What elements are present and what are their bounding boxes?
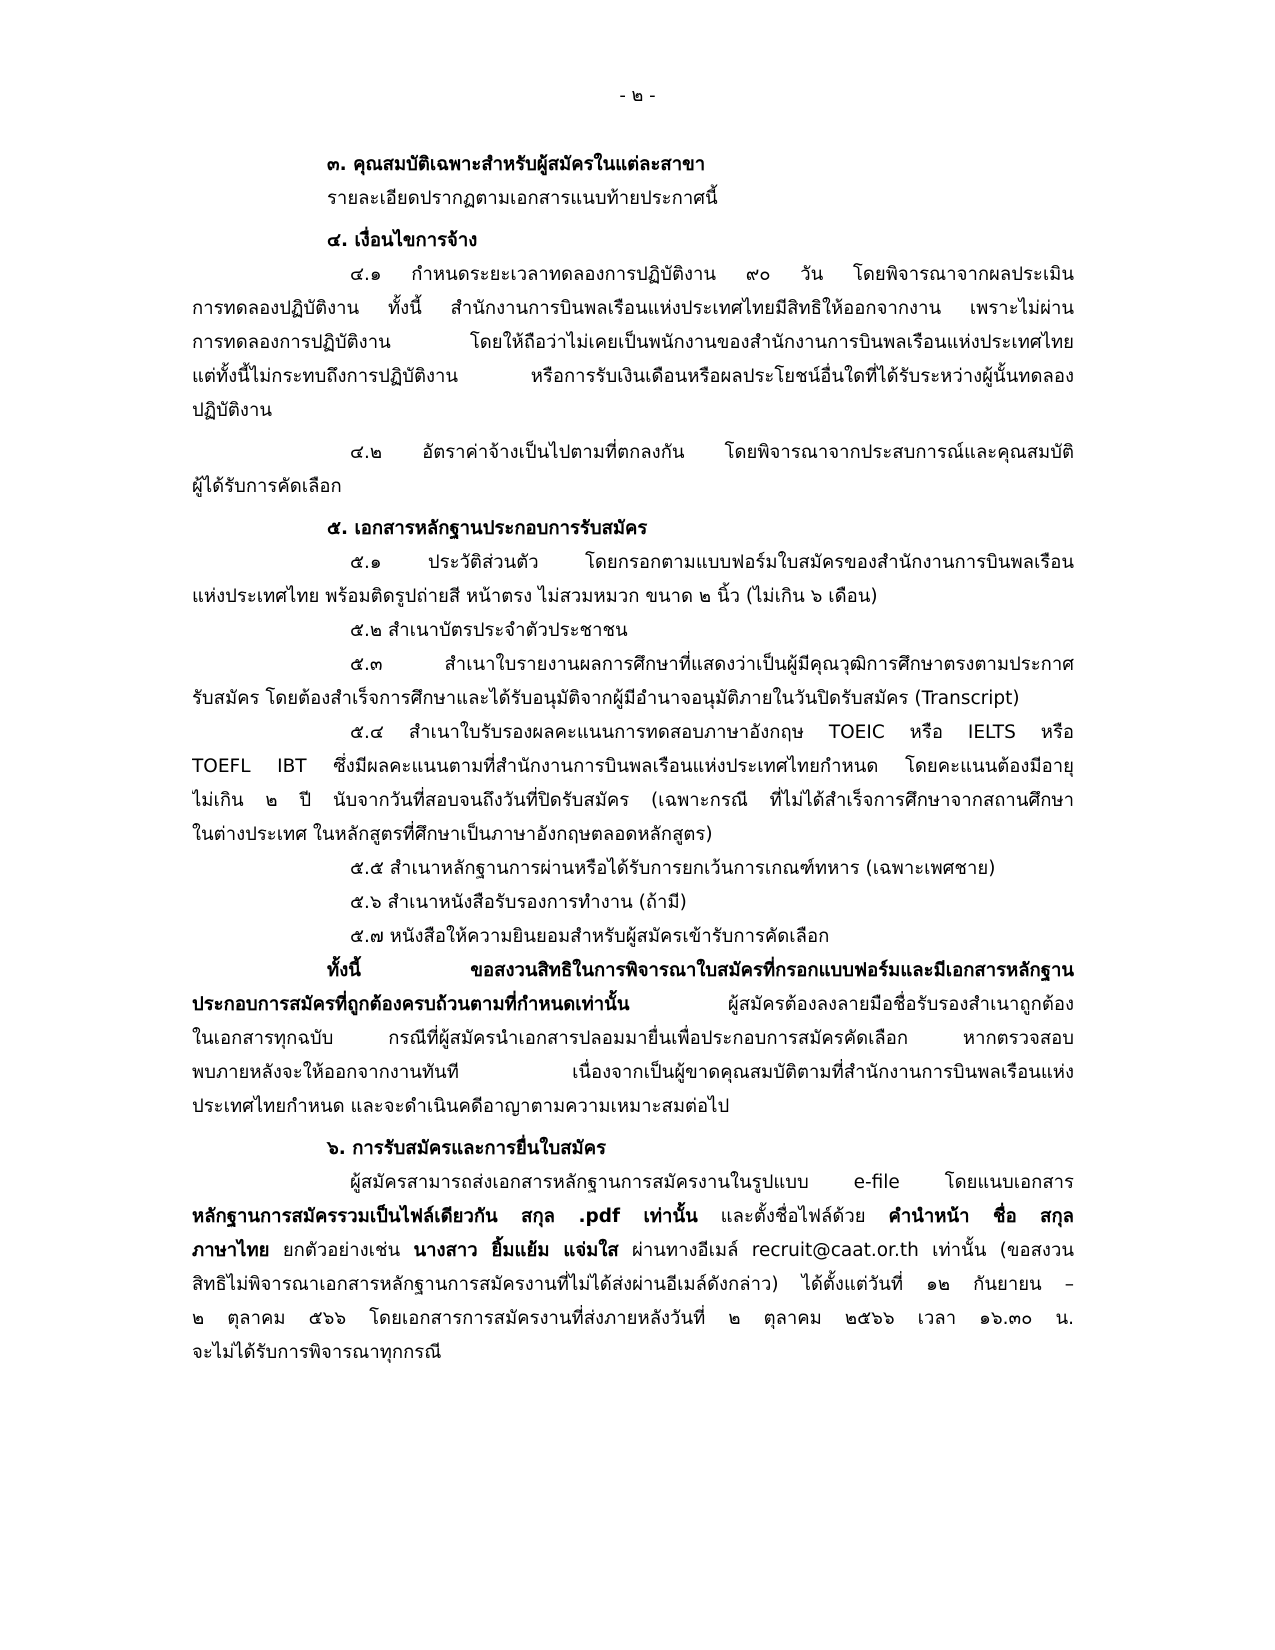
paragraph-line: การทดลองการปฏิบัติงาน โดยให้ถือว่าไม่เคยเป็นพนักงานของสำนักงานการบินพลเรือนแห่งประเทศไทย bbox=[192, 332, 1074, 353]
paragraph-line: ๔.๑ กำหนดระยะเวลาทดลองการปฏิบัติงาน ๙๐ วัน โดยพิจารณาจากผลประเมิน bbox=[350, 264, 1074, 285]
note-line: ประเทศไทยกำหนด และจะดำเนินคดีอาญาตามความเหมาะสมต่อไป bbox=[192, 1096, 730, 1117]
paragraph-line: จะไม่ได้รับการพิจารณาทุกกรณี bbox=[192, 1342, 442, 1363]
list-item: ๕.๑ ประวัติส่วนตัว โดยกรอกตามแบบฟอร์มใบสมัครของสำนักงานการบินพลเรือน bbox=[350, 552, 1074, 573]
bold-text: หลักฐานการสมัครรวมเป็นไฟล์เดียวกัน สกุล .pdf เท่านั้น bbox=[192, 1206, 698, 1227]
list-item: ๕.๔ สำเนาใบรับรองผลคะแนนการทดสอบภาษาอังกฤษ TOEIC หรือ IELTS หรือ bbox=[350, 722, 1074, 743]
note-bold: ประกอบการสมัครที่ถูกต้องครบถ้วนตามที่กำหนดเท่านั้น bbox=[192, 994, 630, 1015]
section-5-heading: ๕. เอกสารหลักฐานประกอบการรับสมัคร bbox=[327, 518, 648, 539]
bold-text: คำนำหน้า ชื่อ สกุล bbox=[888, 1206, 1074, 1227]
note-line bbox=[192, 954, 1074, 988]
list-item: ๕.๗ หนังสือให้ความยินยอมสำหรับผู้สมัครเข้ารับการคัดเลือก bbox=[350, 926, 830, 947]
list-item: ๕.๒ สำเนาบัตรประจำตัวประชาชน bbox=[350, 620, 628, 641]
paragraph-line: ผู้สมัครสามารถส่งเอกสารหลักฐานการสมัครงานในรูปแบบ e-file โดยแนบเอกสาร bbox=[350, 1172, 1074, 1193]
section-3-heading: ๓. คุณสมบัติเฉพาะสำหรับผู้สมัครในแต่ละสาขา bbox=[327, 154, 706, 175]
section-6-heading: ๖. การรับสมัครและการยื่นใบสมัคร bbox=[327, 1138, 606, 1159]
plain-text: ยกตัวอย่างเช่น bbox=[269, 1240, 414, 1261]
document-body bbox=[192, 148, 1074, 1370]
paragraph-line: ๒ ตุลาคม ๕๖๖ โดยเอกสารการสมัครงานที่ส่งภายหลังวันที่ ๒ ตุลาคม ๒๕๖๖ เวลา ๑๖.๓๐ น. bbox=[192, 1308, 1074, 1329]
page-number: - ๒ - bbox=[619, 85, 656, 106]
list-item-continued: แห่งประเทศไทย พร้อมติดรูปถ่ายสี หน้าตรง ไม่สวมหมวก ขนาด ๒ นิ้ว (ไม่เกิน ๖ เดือน) bbox=[192, 586, 878, 607]
plain-text: ผ่านทางอีเมล์ recruit@caat.or.th เท่านั้น (ขอสงวน bbox=[618, 1240, 1074, 1261]
bold-text: นางสาว ยิ้มแย้ม แจ่มใส bbox=[413, 1240, 619, 1261]
paragraph-line bbox=[192, 1200, 1074, 1234]
paragraph-line bbox=[192, 1234, 1074, 1268]
paragraph-line: การทดลองปฏิบัติงาน ทั้งนี้ สำนักงานการบินพลเรือนแห่งประเทศไทยมีสิทธิให้ออกจากงาน เพราะไม่ผ่าน bbox=[192, 298, 1074, 319]
paragraph-line: แต่ทั้งนี้ไม่กระทบถึงการปฏิบัติงาน หรือการรับเงินเดือนหรือผลประโยชน์อื่นใดที่ได้รับระหว่างผู้นั้นทดลอง bbox=[192, 366, 1074, 387]
paragraph-line: สิทธิไม่พิจารณาเอกสารหลักฐานการสมัครงานที่ไม่ได้ส่งผ่านอีเมล์ดังกล่าว) ได้ตั้งแต่วันที่ ๑๒ กันยายน – bbox=[192, 1274, 1074, 1295]
list-item-continued: ไม่เกิน ๒ ปี นับจากวันที่สอบจนถึงวันที่ปิดรับสมัคร (เฉพาะกรณี ที่ไม่ได้สำเร็จการศึกษาจากสถานศึกษา bbox=[192, 790, 1074, 811]
note-bold: ทั้งนี้ ขอสงวนสิทธิในการพิจารณาใบสมัครที่กรอกแบบฟอร์มและมีเอกสารหลักฐาน bbox=[327, 960, 1074, 981]
note-line bbox=[192, 988, 1074, 1022]
list-item: ๕.๓ สำเนาใบรายงานผลการศึกษาที่แสดงว่าเป็นผู้มีคุณวุฒิการศึกษาตรงตามประกาศ bbox=[350, 654, 1074, 675]
list-item: ๕.๕ สำเนาหลักฐานการผ่านหรือได้รับการยกเว้นการเกณฑ์ทหาร (เฉพาะเพศชาย) bbox=[350, 858, 996, 879]
list-item-continued: TOEFL IBT ซึ่งมีผลคะแนนตามที่สำนักงานการบินพลเรือนแห่งประเทศไทยกำหนด โดยคะแนนต้องมีอายุ bbox=[192, 756, 1074, 777]
paragraph-line: ผู้ได้รับการคัดเลือก bbox=[192, 476, 342, 497]
note-line: พบภายหลังจะให้ออกจากงานทันที เนื่องจากเป็นผู้ขาดคุณสมบัติตามที่สำนักงานการบินพลเรือนแห่ง bbox=[192, 1062, 1074, 1083]
paragraph-line: ๔.๒ อัตราค่าจ้างเป็นไปตามที่ตกลงกัน โดยพิจารณาจากประสบการณ์และคุณสมบัติ bbox=[350, 442, 1074, 463]
bold-text: ภาษาไทย bbox=[192, 1240, 270, 1261]
paragraph-line: ปฏิบัติงาน bbox=[192, 400, 272, 421]
note-text: ผู้สมัครต้องลงลายมือชื่อรับรองสำเนาถูกต้อง bbox=[629, 994, 1074, 1015]
note-line: ในเอกสารทุกฉบับ กรณีที่ผู้สมัครนำเอกสารปลอมมายื่นเพื่อประกอบการสมัครคัดเลือก หากตรวจสอบ bbox=[192, 1028, 1074, 1049]
list-item-continued: ในต่างประเทศ ในหลักสูตรที่ศึกษาเป็นภาษาอังกฤษตลอดหลักสูตร) bbox=[192, 824, 713, 845]
section-3-text: รายละเอียดปรากฏตามเอกสารแนบท้ายประกาศนี้ bbox=[327, 188, 718, 209]
plain-text: และตั้งชื่อไฟล์ด้วย bbox=[697, 1206, 889, 1227]
list-item-continued: รับสมัคร โดยต้องสำเร็จการศึกษาและได้รับอนุมัติจากผู้มีอำนาจอนุมัติภายในวันปิดรับสมัคร (Transcript) bbox=[192, 688, 1020, 709]
list-item: ๕.๖ สำเนาหนังสือรับรองการทำงาน (ถ้ามี) bbox=[350, 892, 687, 913]
section-4-heading: ๔. เงื่อนไขการจ้าง bbox=[327, 230, 478, 251]
